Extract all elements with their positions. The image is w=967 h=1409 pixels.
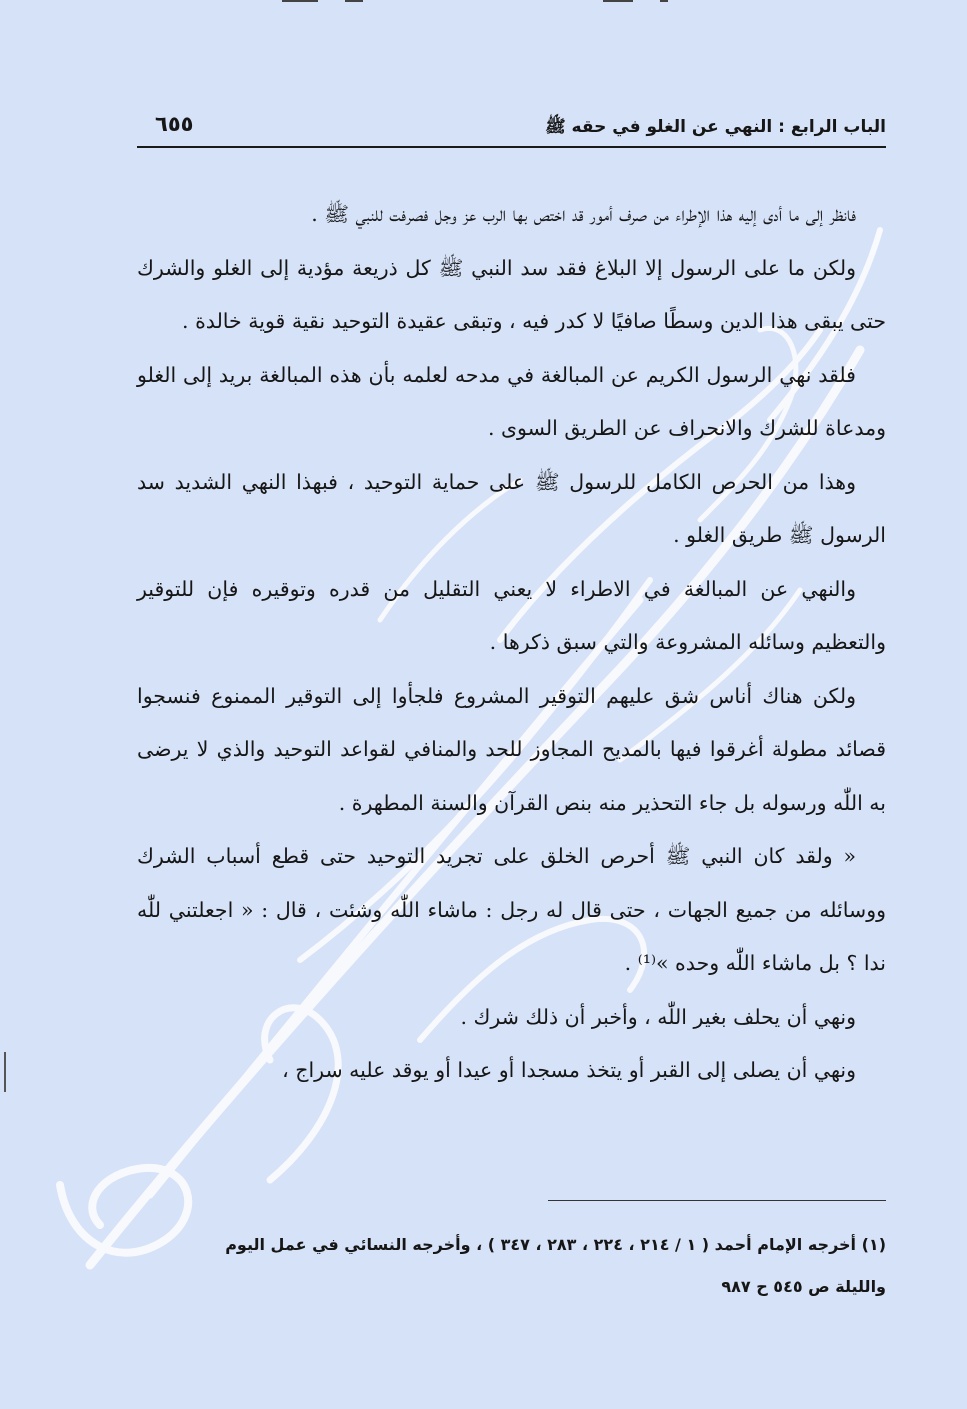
running-head: الباب الرابع : النهي عن الغلو في حقه ﷺ [545,117,886,137]
paragraph: والنهي عن المبالغة في الاطراء لا يعني التقليل من قدره وتوقيره فإن للتوقير والتعظيم وسائله المشروعة والتي سبق ذكرها . [137,576,886,654]
top-edge-rule [660,0,668,2]
footnote-separator [548,1200,886,1201]
page-number: ٦٥٥ [155,112,194,136]
margin-mark [4,1052,6,1092]
paragraph: ونهي أن يحلف بغير اللّٰه ، وأخبر أن ذلك شرك . [460,1004,856,1029]
top-edge-rule [603,0,633,2]
page-header [137,112,886,148]
paragraph: فلقد نهي الرسول الكريم عن المبالغة في مدحه لعلمه بأن هذه المبالغة بريد إلى الغلو ومدعاة للشرك والانحراف عن الطريق السوى . [137,362,886,440]
paragraph: ولكن هناك أناس شق عليهم التوقير المشروع فلجأوا إلى التوقير الممنوع فنسجوا قصائد مطولة أغرقوا فيها بالمديح المجاوز للحد والمنافي لقواعد التوحيد والذي لا يرضى به اللّٰه ورسوله بل جاء التحذير منه بنص القرآن والسنة المطهرة . [137,683,886,815]
paragraph: وهذا من الحرص الكامل للرسول ﷺ على حماية التوحيد ، فبهذا النهي الشديد سد الرسول ﷺ طريق الغلو . [137,469,886,547]
top-edge-rule [282,0,318,2]
body-text [137,188,886,1098]
paragraph: ولكن ما على الرسول إلا البلاغ فقد سد النبي ﷺ كل ذريعة مؤدية إلى الغلو والشرك حتى يبقى هذا الدين وسطًا صافيًا لا كدر فيه ، وتبقى عقيدة التوحيد نقية قوية خالدة . [137,255,886,333]
header-rule [137,146,886,148]
paragraph: فانظر إلى ما أدى إليه هذا الإطراء من صرف أمور قد اختص بها الرب عز وجل فصرفت للنبي ﷺ . [311,202,856,226]
footnotes [137,1224,886,1308]
footnote-line: (١) أخرجه الإمام أحمد ( ١ / ٢١٤ ، ٢٢٤ ، ٢٨٣ ، ٣٤٧ ) ، وأخرجه النسائي في عمل اليوم [225,1235,886,1254]
paragraph: ونهي أن يصلى إلى القبر أو يتخذ مسجدا أو عيدا أو يوقد عليه سراج ، [282,1058,856,1082]
paragraph: « ولقد كان النبي ﷺ أحرص الخلق على تجريد التوحيد حتى قطع أسباب الشرك ووسائله من جميع الجهات ، حتى قال له رجل : ماشاء اللّٰه وشئت ، قال : « اجعلتني للّٰه ندا ؟ بل ماشاء اللّٰه وحده »⁽¹⁾ . [137,844,886,975]
top-edge-rule [345,0,363,2]
footnote-line: والليلة ص ٥٤٥ ح ٩٨٧ [721,1277,886,1296]
